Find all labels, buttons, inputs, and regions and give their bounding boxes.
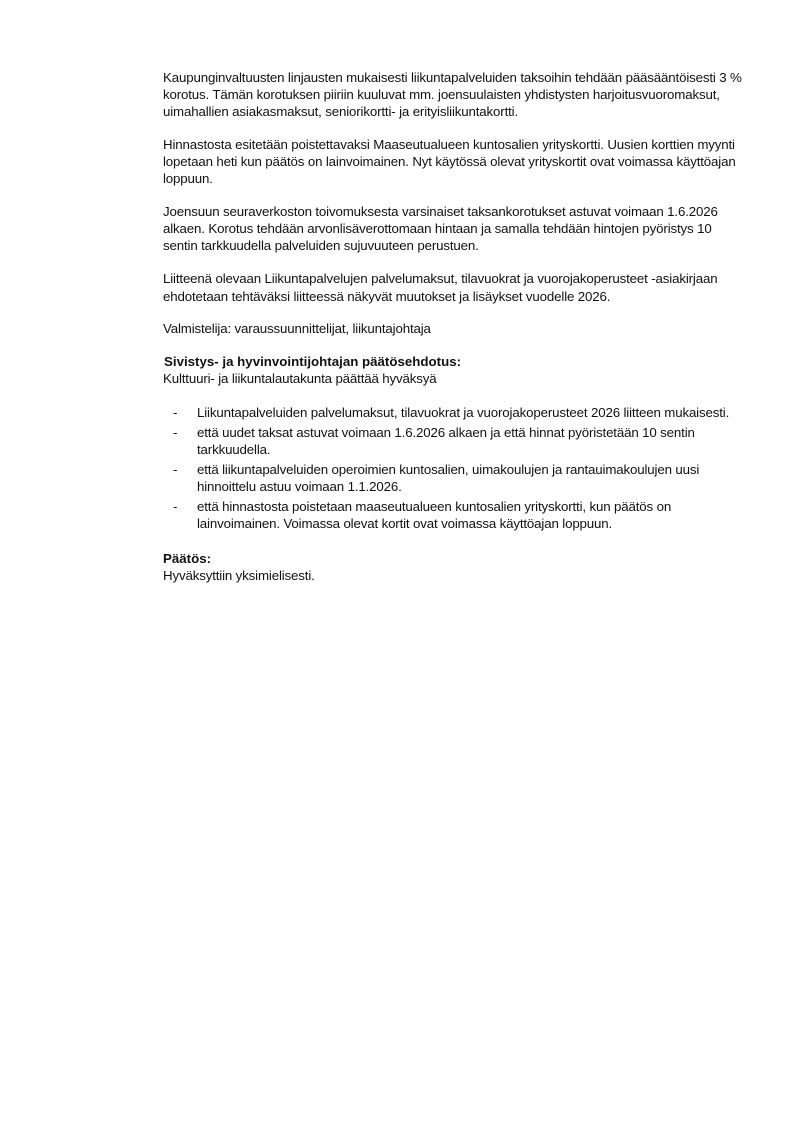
bullet-dash: - [173,462,178,477]
preparer-line: Valmistelija: varaussuunnittelijat, liikuntajohtaja [163,321,431,336]
proposal-intro: Kulttuuri- ja liikuntalautakunta päättää hyväksyä [163,371,437,386]
proposal-item-text: että liikuntapalveluiden operoimien kuntosalien, uimakoulujen ja rantauimakoulujen uusi hinnoittelu astuu voimaan 1.1.2026. [197,462,700,494]
paragraph-effective-date: Joensuun seuraverkoston toivomuksesta varsinaiset taksankorotukset astuvat voimaan 1.6.2026 alkaen. Korotus tehdään arvonlisäverottomaan hintaan ja samalla tehdään hintojen pyöristys 10 sentin tarkkuudella palveluiden sujuvuuteen perustuen. [163,204,718,253]
proposal-item [163,404,743,421]
proposal-item [163,498,743,532]
decision-heading: Päätös: [163,551,212,566]
decision-text: Hyväksyttiin yksimielisesti. [163,568,315,583]
bullet-dash: - [173,499,178,514]
paragraph-attachment: Liitteenä olevaan Liikuntapalvelujen palvelumaksut, tilavuokrat ja vuorojakoperusteet -asiakirjaan ehdotetaan tehtäväksi liitteessä näkyvät muutokset ja lisäykset vuodelle 2026. [163,271,718,304]
proposal-item [163,461,743,495]
bullet-dash: - [173,405,178,420]
paragraph-company-card-removal: Hinnastosta esitetään poistettavaksi Maaseutualueen kuntosalien yrityskortti. Uusien korttien myynti lopetaan heti kun päätös on lainvoimainen. Nyt käytössä olevat yrityskortit ovat voimassa käyttöajan loppuun. [163,137,736,186]
proposal-item-text: että hinnastosta poistetaan maaseutualueen kuntosalien yrityskortti, kun päätös on lainvoimainen. Voimassa olevat kortit ovat voimassa käyttöajan loppuun. [197,499,672,531]
proposal-item [163,424,743,458]
proposal-list [163,404,743,532]
proposal-item-text: että uudet taksat astuvat voimaan 1.6.2026 alkaen ja että hinnat pyöristetään 10 sentin tarkkuudella. [197,425,695,457]
proposal-item-text: Liikuntapalveluiden palvelumaksut, tilavuokrat ja vuorojakoperusteet 2026 liitteen mukaisesti. [197,405,730,420]
proposal-heading: Sivistys- ja hyvinvointijohtajan päätösehdotus: [164,354,462,369]
bullet-dash: - [173,425,178,440]
paragraph-tariff-increase: Kaupunginvaltuusten linjausten mukaisesti liikuntapalveluiden taksoihin tehdään pääsääntöisesti 3 % korotus. Tämän korotuksen piiriin kuuluvat mm. joensuulaisten yhdistysten harjoitusvuoromaksut, uimahallien asiakasmaksut, seniorikortti- ja erityisliikuntakortti. [163,70,742,119]
document-page [163,69,743,584]
